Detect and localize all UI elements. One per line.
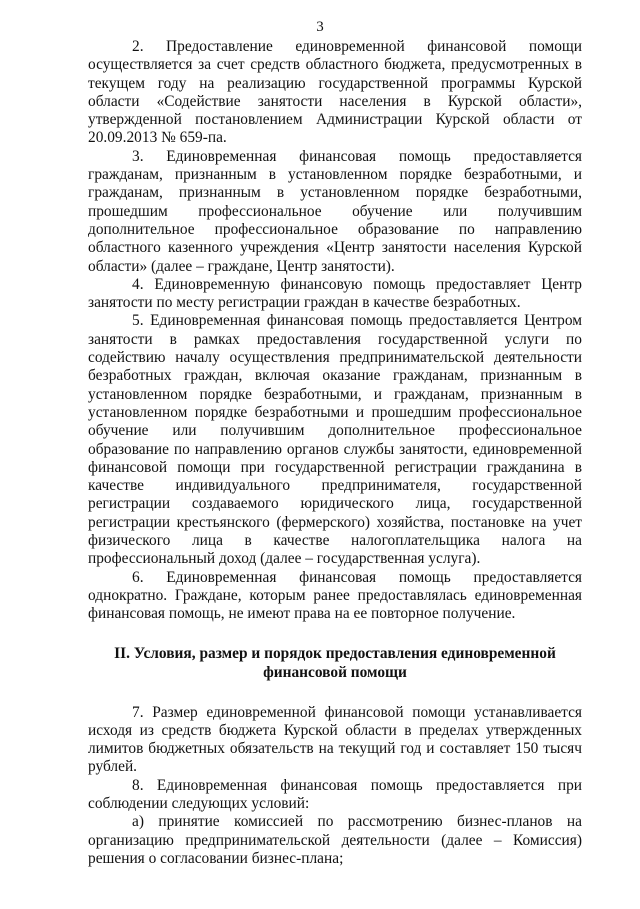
paragraph-8a: а) принятие комиссией по рассмотрению бизнес-планов на организацию предпринимательской деятельности (далее – Комиссия) решения о согласовании бизнес-плана; bbox=[88, 813, 582, 867]
paragraph-6: 6. Единовременная финансовая помощь предоставляется однократно. Граждане, которым ранее предоставлялась единовременная финансовая помощь, не имеют права на ее повторное получение. bbox=[88, 568, 582, 623]
paragraph-3: 3. Единовременная финансовая помощь предоставляется гражданам, признанным в установленном порядке безработными, и гражданам, признанным в установленном порядке безработными, прошедшим профессиональное обучение или получившим дополнительное профессиональное образование по направлению областного казенного учреждения «Центр занятости населения Курской области» (далее – граждане, Центр занятости). bbox=[88, 147, 582, 275]
paragraph-5: 5. Единовременная финансовая помощь предоставляется Центром занятости в рамках предоставления государственной услуги по содействию началу осуществления предпринимательской деятельности безработных граждан, включая оказание гражданам, признанным в установленном порядке безработными, и гражданам, признанным в установленном порядке безработными и прошедшим профессиональное обучение или получившим дополнительное профессиональное образование по направлению органов службы занятости, единовременной финансовой помощи при государственной регистрации гражданина в качестве индивидуального предпринимателя, государственной регистрации создаваемого юридического лица, государственной регистрации крестьянского (фермерского) хозяйства, постановке на учет физического лица в качестве налогоплательщика налога на профессиональный доход (далее – государственная услуга). bbox=[88, 312, 582, 568]
page-number: 3 bbox=[316, 19, 324, 35]
paragraph-4: 4. Единовременную финансовую помощь предоставляет Центр занятости по месту регистрации граждан в качестве безработных. bbox=[88, 275, 582, 312]
paragraph-7: 7. Размер единовременной финансовой помощи устанавливается исходя из средств бюджета Курской области в пределах утвержденных лимитов бюджетных обязательств на текущий год и составляет 150 тысяч рублей. bbox=[88, 703, 582, 776]
section-heading-line-1: II. Условия, размер и порядок предоставления единовременной bbox=[114, 644, 556, 662]
section-heading bbox=[88, 644, 582, 682]
paragraph-2: 2. Предоставление единовременной финансовой помощи осуществляется за счет средств областного бюджета, предусмотренных в текущем году на реализацию государственной программы Курской области «Содействие занятости населения в Курской области», утвержденной постановлением Администрации Курской области от 20.09.2013 № 659-па. bbox=[88, 38, 582, 147]
section-heading-line-2: финансовой помощи bbox=[263, 663, 407, 681]
paragraph-8: 8. Единовременная финансовая помощь предоставляется при соблюдении следующих условий: bbox=[88, 776, 582, 812]
document-body bbox=[88, 38, 582, 868]
